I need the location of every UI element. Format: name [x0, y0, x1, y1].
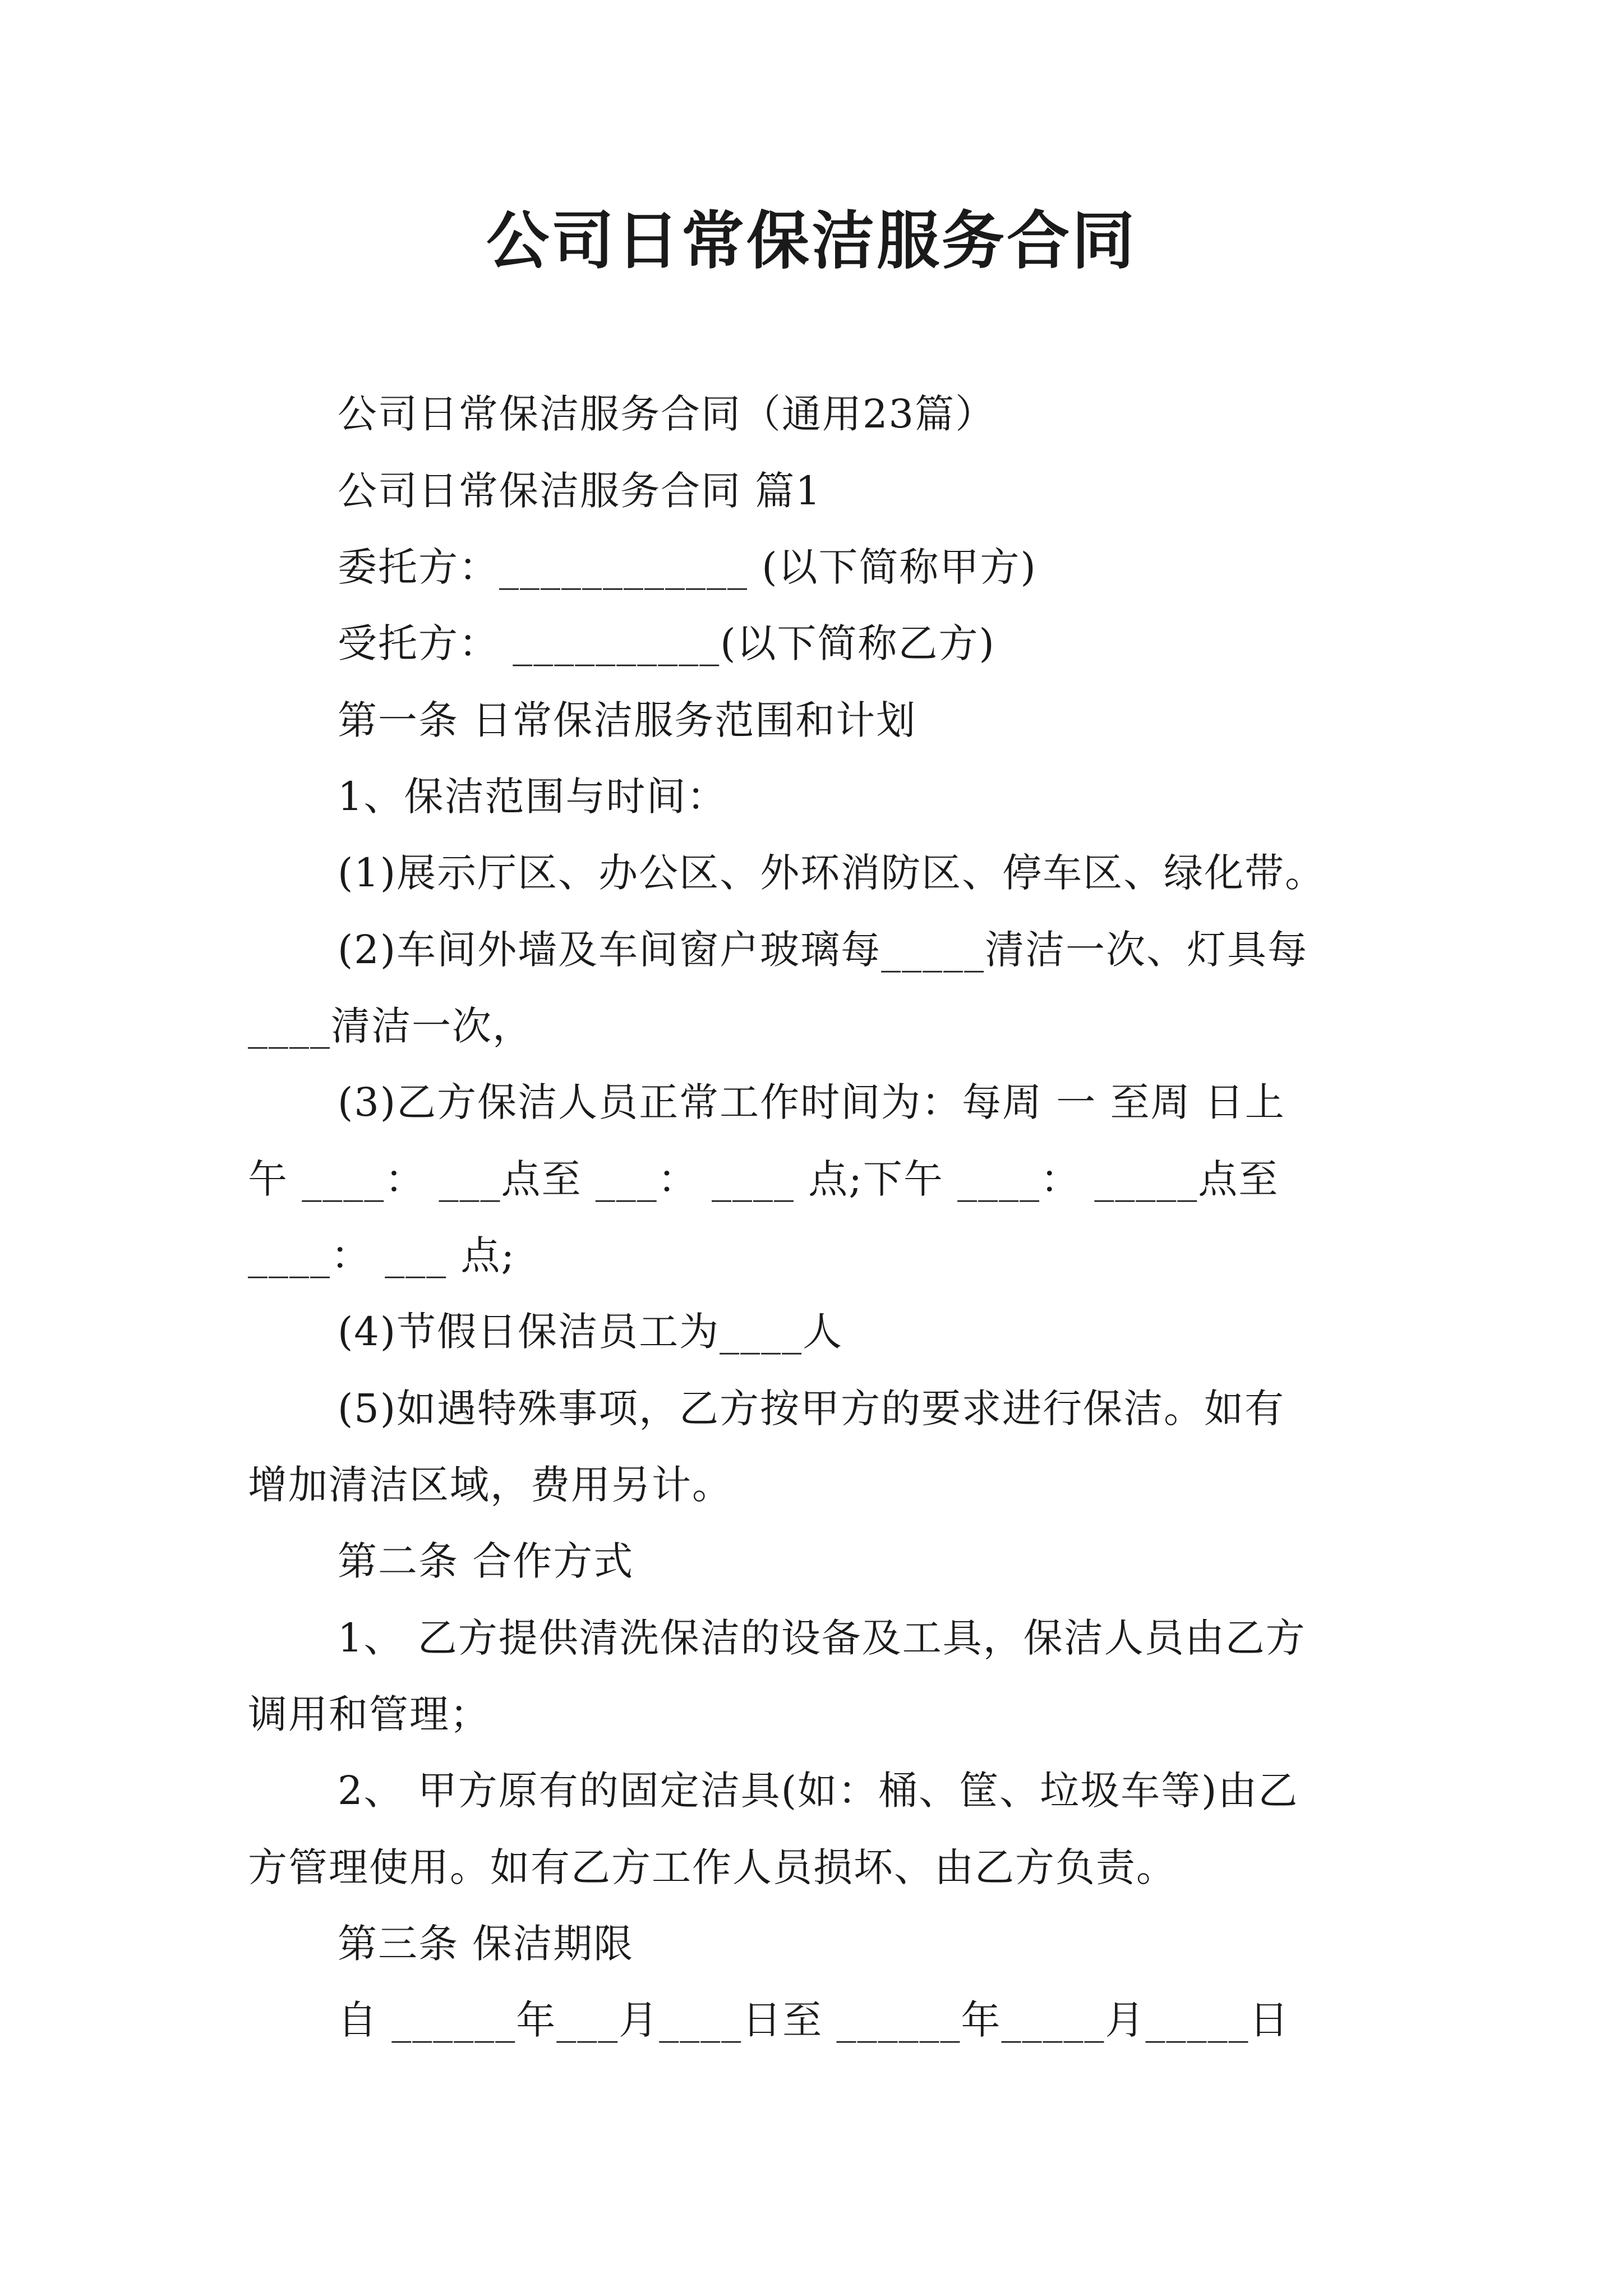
item-1: (1)展示厅区、办公区、外环消防区、停车区、绿化带。 — [338, 850, 1326, 896]
client-party-line: 委托方：____________ (以下简称甲方) — [338, 544, 1037, 590]
item-5-line-1: (5)如遇特殊事项，乙方按甲方的要求进行保洁。如有 — [338, 1386, 1285, 1432]
subtitle-line: 公司日常保洁服务合同（通用23篇） — [338, 391, 996, 437]
item-2-line-1: (2)车间外墙及车间窗户玻璃每_____清洁一次、灯具每 — [338, 927, 1308, 973]
term-dates-line: 自 ______年___月____日至 ______年_____月_____日 — [338, 1997, 1290, 2043]
clause-2-1-line-1: 1、 乙方提供清洗保洁的设备及工具，保洁人员由乙方 — [338, 1615, 1306, 1661]
document-title: 公司日常保洁服务合同 — [486, 204, 1137, 278]
item-3-line-1: (3)乙方保洁人员正常工作时间为：每周 一 至周 日上 — [338, 1079, 1285, 1125]
item-4: (4)节假日保洁员工为____人 — [338, 1309, 843, 1355]
contractor-party-line: 受托方： __________(以下简称乙方) — [338, 620, 995, 666]
article-3-heading: 第三条 保洁期限 — [338, 1921, 634, 1967]
item-2-line-2: ____清洁一次， — [248, 1003, 533, 1049]
clause-2-1-line-2: 调用和管理； — [248, 1691, 490, 1737]
item-3-line-3: ____： ___ 点; — [248, 1232, 516, 1278]
chapter-heading: 公司日常保洁服务合同 篇1 — [338, 468, 822, 514]
clause-2-2-line-1: 2、 甲方原有的固定洁具(如：桶、筐、垃圾车等)由乙 — [338, 1768, 1299, 1814]
article-2-heading: 第二条 合作方式 — [338, 1538, 634, 1584]
clause-2-2-line-2: 方管理使用。如有乙方工作人员损坏、由乙方负责。 — [248, 1844, 1177, 1890]
clause-1-1: 1、保洁范围与时间： — [338, 774, 727, 820]
item-5-line-2: 增加清洁区域，费用另计。 — [248, 1462, 732, 1508]
item-3-line-2: 午 ____： ___点至 ___： ____ 点;下午 ____： _____点至 — [248, 1156, 1279, 1202]
article-1-heading: 第一条 日常保洁服务范围和计划 — [338, 697, 917, 743]
